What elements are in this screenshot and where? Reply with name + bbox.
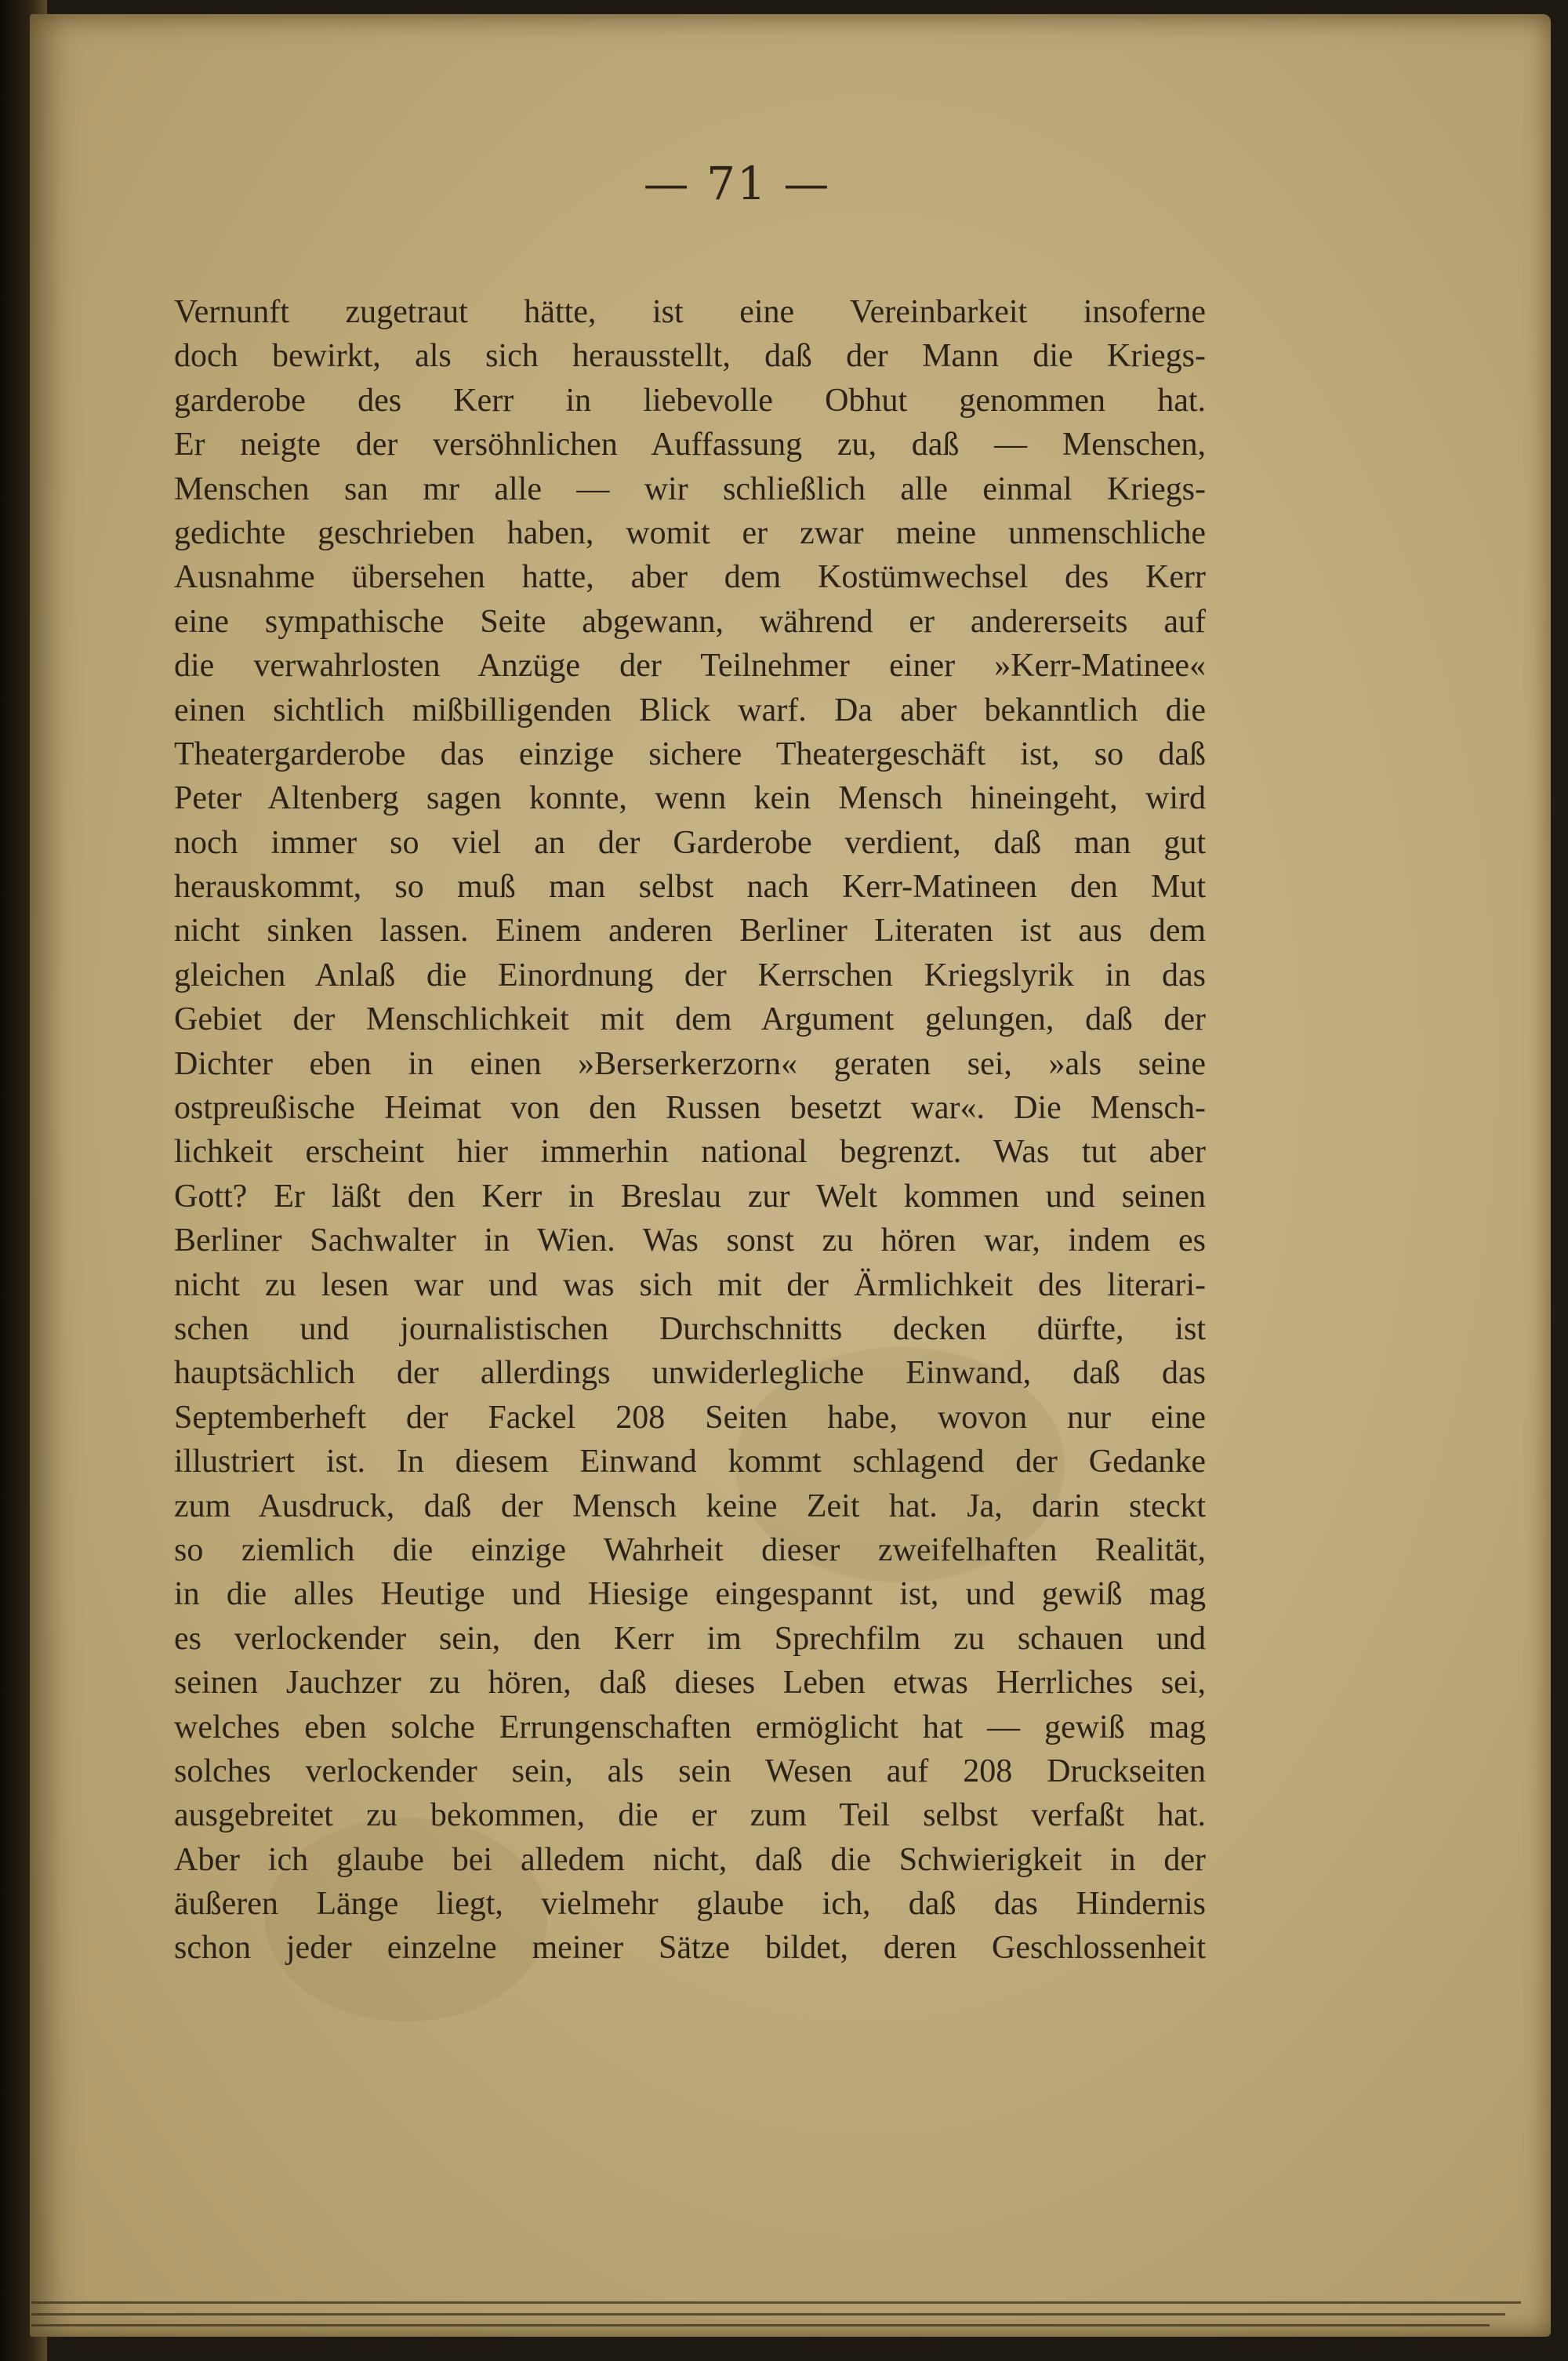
text-line: gleichen Anlaß die Einordnung der Kerrschen Kriegslyrik in das	[174, 957, 1206, 993]
text-line: doch bewirkt, als sich herausstellt, daß der Mann die Kriegs-	[174, 338, 1206, 375]
page-edge-line	[31, 2301, 1521, 2304]
page-number: — 71 —	[643, 157, 831, 210]
text-line: Theatergarderobe das einzige sichere Theatergeschäft ist, so daß	[174, 736, 1206, 772]
text-line: Dichter eben in einen »Berserkerzorn« geraten sei, »als seine	[174, 1045, 1206, 1082]
text-line: schon jeder einzelne meiner Sätze bildet, deren Geschlossenheit	[174, 1930, 1206, 1967]
text-line: Aber ich glaube bei alledem nicht, daß die Schwierigkeit in der	[174, 1841, 1206, 1878]
text-line: in die alles Heutige und Hiesige eingespannt ist, und gewiß mag	[174, 1576, 1206, 1613]
text-line: es verlockender sein, den Kerr im Sprechfilm zu schauen und	[174, 1620, 1206, 1657]
text-line: äußeren Länge liegt, vielmehr glaube ich, daß das Hindernis	[174, 1886, 1206, 1923]
text-line: lichkeit erscheint hier immerhin national begrenzt. Was tut aber	[174, 1134, 1206, 1171]
text-line: eine sympathische Seite abgewann, während er andererseits auf	[174, 603, 1206, 640]
text-line: nicht sinken lassen. Einem anderen Berliner Literaten ist aus dem	[174, 913, 1206, 950]
text-line: herauskommt, so muß man selbst nach Kerr-Matineen den Mut	[174, 869, 1206, 906]
text-line: Vernunft zugetraut hätte, ist eine Vereinbarkeit insoferne	[174, 294, 1206, 330]
text-line: Septemberheft der Fackel 208 Seiten habe, wovon nur eine	[174, 1399, 1206, 1436]
text-line: ausgebreitet zu bekommen, die er zum Teil selbst verfaßt hat.	[174, 1797, 1206, 1834]
text-line: solches verlockender sein, als sein Wesen auf 208 Druckseiten	[174, 1753, 1206, 1789]
text-line: schen und journalistischen Durchschnitts decken dürfte, ist	[174, 1310, 1206, 1347]
text-line: Gott? Er läßt den Kerr in Breslau zur Welt kommen und seinen	[174, 1178, 1206, 1215]
text-line: noch immer so viel an der Garderobe verdient, daß man gut	[174, 824, 1206, 861]
text-line: Er neigte der versöhnlichen Auffassung zu, daß — Menschen,	[174, 427, 1206, 463]
text-line: Ausnahme übersehen hatte, aber dem Kostümwechsel des Kerr	[174, 559, 1206, 596]
text-line: ostpreußische Heimat von den Russen besetzt war«. Die Mensch-	[174, 1090, 1206, 1127]
text-line: einen sichtlich mißbilligenden Blick warf. Da aber bekanntlich die	[174, 692, 1206, 728]
text-line: Peter Altenberg sagen konnte, wenn kein Mensch hineingeht, wird	[174, 780, 1206, 817]
page-edge-line	[31, 2313, 1505, 2316]
text-line: hauptsächlich der allerdings unwiderlegliche Einwand, daß das	[174, 1355, 1206, 1392]
text-line: gedichte geschrieben haben, womit er zwar meine unmenschliche	[174, 514, 1206, 551]
text-line: Gebiet der Menschlichkeit mit dem Argument gelungen, daß der	[174, 1001, 1206, 1038]
text-line: die verwahrlosten Anzüge der Teilnehmer einer »Kerr-Matinee«	[174, 648, 1206, 685]
text-line: welches eben solche Errungenschaften ermöglicht hat — gewiß mag	[174, 1709, 1206, 1745]
text-line: so ziemlich die einzige Wahrheit dieser zweifelhaften Realität,	[174, 1531, 1206, 1568]
text-line: zum Ausdruck, daß der Mensch keine Zeit hat. Ja, darin steckt	[174, 1487, 1206, 1524]
page-edge-line	[31, 2324, 1490, 2326]
text-line: Menschen san mr alle — wir schließlich alle einmal Kriegs-	[174, 470, 1206, 507]
text-line: nicht zu lesen war und was sich mit der Ärmlichkeit des literari-	[174, 1266, 1206, 1303]
body-text	[174, 290, 1206, 1971]
text-line: illustriert ist. In diesem Einwand kommt schlagend der Gedanke	[174, 1444, 1206, 1480]
text-line: Berliner Sachwalter in Wien. Was sonst zu hören war, indem es	[174, 1222, 1206, 1259]
text-line: garderobe des Kerr in liebevolle Obhut genommen hat.	[174, 382, 1206, 419]
text-line: seinen Jauchzer zu hören, daß dieses Leben etwas Herrliches sei,	[174, 1665, 1206, 1702]
